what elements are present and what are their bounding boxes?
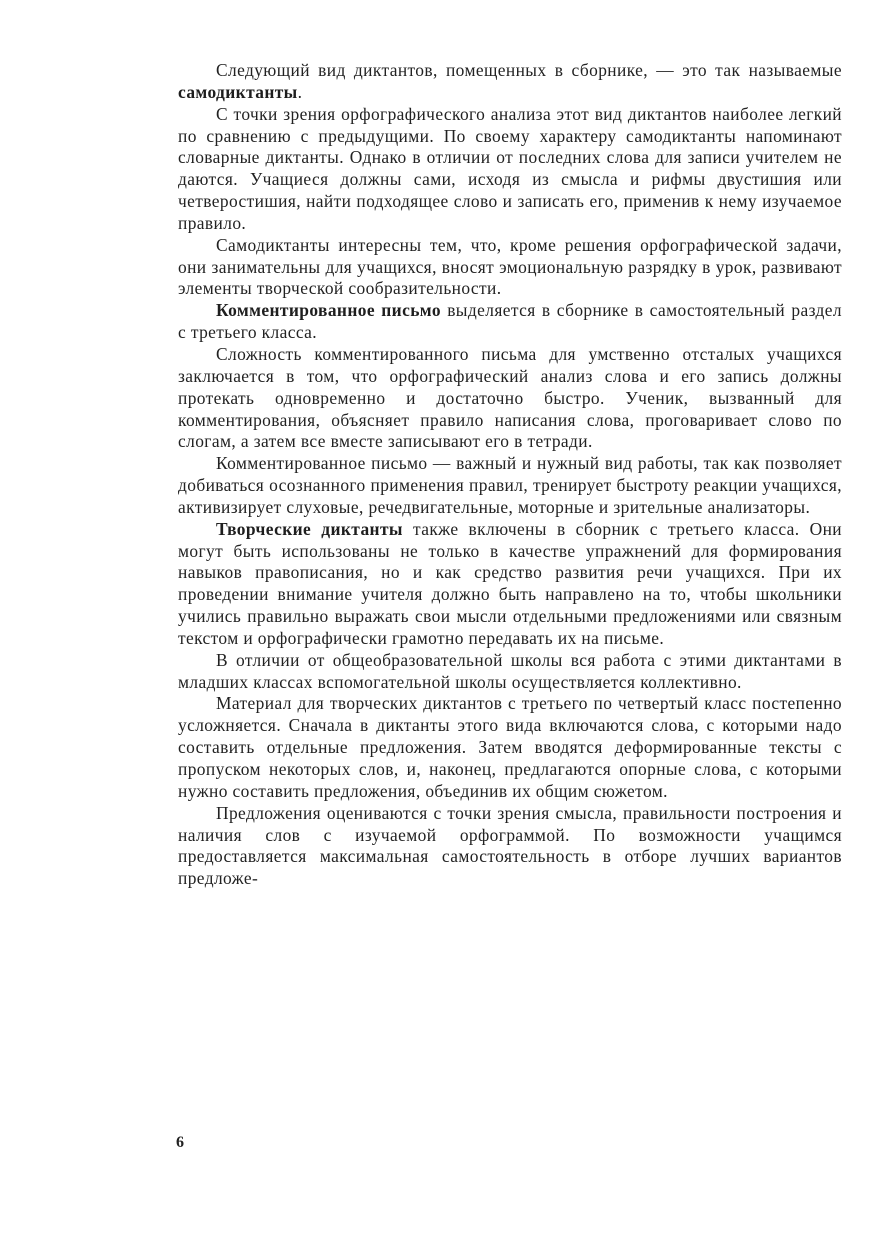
paragraph-5: Сложность комментированного письма для умственно отсталых учащихся заключается в том, что орфографический анализ слова и его запись должны протекать одновременно и достаточно быстро. Ученик, вызванный для комментирования, объясняет правило написания слова, проговаривает слово по слогам, а затем все вместе записывают его в тетради.	[178, 343, 842, 452]
paragraph-10: Предложения оцениваются с точки зрения смысла, правильности построения и наличия слов с изучаемой орфограммой. По возможности учащимся предоставляется максимальная самостоятельность в отборе лучших вариантов предложе-	[178, 802, 842, 889]
term-samodiktanty: самодиктанты	[178, 81, 298, 102]
paragraph-7	[178, 519, 842, 650]
paragraph-4-text: выделяется в сборнике в самостоятельный раздел с третьего класса.	[178, 300, 842, 343]
page-number: 6	[176, 1134, 184, 1151]
paragraph-3: Самодиктанты интересны тем, что, кроме решения орфографической задачи, они занимательны для учащихся, вносят эмоциональную разрядку в урок, развивают элементы творческой сообразительности.	[178, 234, 842, 299]
paragraph-1-tail: .	[297, 81, 303, 102]
paragraph-4	[178, 300, 842, 344]
paragraph-1-text: Следующий вид диктантов, помещенных в сборнике, — это так называемые	[216, 60, 842, 80]
paragraph-7-text: также включены в сборник с третьего класса. Они могут быть использованы не только в качестве упражнений для формирования навыков правописания, но и как средство развития речи учащихся. При их проведении внимание учителя должно быть направлено на то, чтобы школьники учились правильно выражать свои мысли отдельными предложениями или связным текстом и орфографически грамотно передавать их на письме.	[178, 518, 843, 648]
paragraph-6: Комментированное письмо — важный и нужный вид работы, так как позволяет добиваться осознанного применения правил, тренирует быстроту реакции учащихся, активизирует слуховые, речедвигательные, моторные и зрительные анализаторы.	[178, 453, 842, 517]
paragraph-1	[178, 60, 842, 104]
term-commented-writing: Комментированное письмо	[216, 300, 441, 321]
paragraph-2: С точки зрения орфографического анализа этот вид диктантов наиболее легкий по сравнению с предыдущими. По своему характеру самодиктанты напоминают словарные диктанты. Однако в отличии от последних слова для записи учителем не даются. Учащиеся должны сами, исходя из смысла и рифмы двустишия или четверостишия, найти подходящее слово и записать его, применив к нему изучаемое правило.	[178, 103, 842, 233]
paragraph-8: В отличии от общеобразовательной школы вся работа с этими диктантами в младших классах вспомогательной школы осуществляется коллективно.	[178, 649, 842, 692]
term-creative-dictations: Творческие диктанты	[216, 518, 403, 539]
page-body	[178, 60, 842, 890]
paragraph-9: Материал для творческих диктантов с третьего по четвертый класс постепенно усложняется. Сначала в диктанты этого вида включаются слова, с которыми надо составить отдельные предложения. Затем вводятся деформированные тексты с пропуском некоторых слов, и, наконец, предлагаются опорные слова, с которыми нужно составить предложения, объединив их общим сюжетом.	[178, 693, 842, 801]
